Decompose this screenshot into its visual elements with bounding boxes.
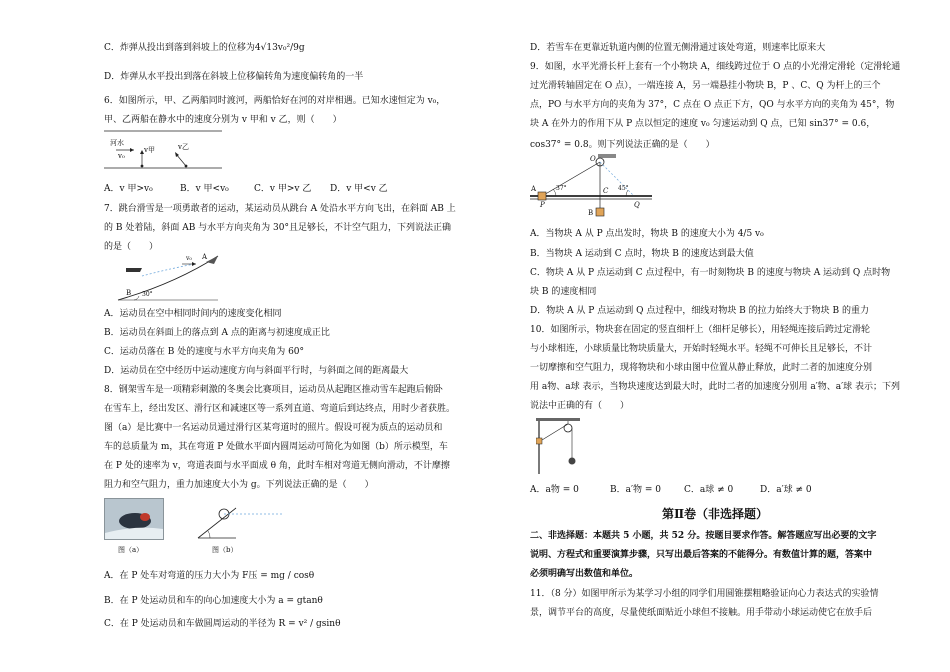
q9-label-q: Q [634,201,640,209]
q7-label-b: B [126,289,132,297]
q8-caption-b: 图（b） [212,546,238,554]
q10-stem-line1: 10．如图所示，物块套在固定的竖直细杆上（细杆足够长），用轻绳连接后跨过定滑轮 [530,325,870,335]
q6-river-figure [104,128,224,172]
q11-line1: 11．（8 分）如图甲所示为某学习小组的同学们用圆锥摆粗略验证向心力表达式的实验情 [530,589,879,599]
q10-pulley-figure [536,418,582,474]
q9-option-a: A．当物块 A 从 P 点出发时，物块 B 的速度大小为 4/5 v₀ [530,229,764,239]
q8-stem-line2: 在雪车上，经出发区、滑行区和减速区等一系列直道、弯道后到达终点，用时少者获胜。 [104,404,456,414]
part2-intro-line2: 说明、方程式和重要演算步骤，只写出最后答案的不能得分。有数值计算的题，答案中 [530,550,873,560]
q9-label-45: 45° [618,185,629,192]
q6-option-b: B．v 甲<v₀ [180,184,229,194]
q5-option-d: D．炸弹从水平投出到落在斜坡上位移偏转角为速度偏转角的一半 [104,72,364,82]
q8-option-d: D．若雪车在更靠近轨道内侧的位置无侧滑通过该处弯道，则速率比原来大 [530,43,826,53]
q7-label-angle: 30° [142,291,153,298]
q6-label-water: 河水 [110,139,124,147]
q9-stem-line1: 9．如图，水平光滑长杆上套有一个小物块 A，细线跨过位于 O 点的小光滑定滑轮（定滑轮通 [530,62,901,72]
q9-label-37: 37° [556,185,567,192]
q7-stem-line1: 7．跳台滑雪是一项勇敢者的运动，某运动员从跳台 A 处沿水平方向飞出，在斜面 AB 上 [104,204,456,214]
q6-stem-line1: 6．如图所示，甲、乙两船同时渡河，两船恰好在河的对岸相遇。已知水速恒定为 v₀， [104,96,446,106]
q10-stem-line3: 一切摩擦和空气阻力，现将物块和小球由图中位置从静止释放，此时二者的加速度分别 [530,363,873,373]
q6-option-d: D．v 甲<v 乙 [330,184,388,194]
q9-option-c-line2: 块 B 的速度相同 [530,287,597,297]
q9-label-p: P [540,201,545,209]
q5-option-c: C．炸弹从投出到落到斜坡上的位移为4√13v₀²/9g [104,43,305,53]
q10-option-c: C．a球 ≠ 0 [684,485,734,495]
q7-label-a: A [202,253,208,261]
q6-label-vyi: v乙 [178,143,189,151]
q9-stem-line5: cos37° = 0.8。则下列说法正确的是（ ） [530,140,715,150]
q9-label-c: C [603,187,609,195]
q8-stem-line4: 车的总质量为 m，其在弯道 P 处做水平面内圆周运动可简化为如图（b）所示模型，车 [104,442,448,452]
q6-option-c: C．v 甲>v 乙 [254,184,312,194]
q8-stem-line5: 在 P 处的速率为 v，弯道表面与水平面成 θ 角，此时车相对弯道无侧向滑动，不计摩擦 [104,461,450,471]
q9-stem-line4: 块 A 在外力的作用下从 P 点以恒定的速度 v₀ 匀速运动到 Q 点，已知 sin37° = 0.6， [530,119,876,129]
q7-option-b: B．运动员在斜面上的落点到 A 点的距离与初速度成正比 [104,328,330,338]
q8-option-b: B．在 P 处运动员和车的向心加速度大小为 a = gtanθ [104,596,323,606]
q9-label-b: B [588,209,594,217]
q9-label-o: O [590,155,596,163]
q8-caption-a: 图（a） [118,546,144,554]
q9-option-d: D．物块 A 从 P 点运动到 Q 点过程中，细线对物块 B 的拉力始终大于物块 B 的重力 [530,306,869,316]
part2-title: 第Ⅱ卷（非选择题） [661,507,769,521]
q8-stem-line1: 8．钢架雪车是一项精彩刺激的冬奥会比赛项目，运动员从起跑区推动雪车起跑后俯卧 [104,385,443,395]
q6-stem-line2: 甲、乙两船在静水中的速度分别为 v 甲和 v 乙，则（ ） [104,115,342,125]
q6-label-v0: v₀ [118,152,125,160]
part2-intro-line3: 必须明确写出数值和单位。 [530,569,639,579]
q9-label-a: A [531,185,537,193]
part2-intro-line1: 二、非选择题：本题共 5 小题，共 52 分。按题目要求作答。解答题应写出必要的文字 [530,531,877,541]
q10-stem-line5: 说法中正确的有（ ） [530,401,630,411]
q9-stem-line2: 过光滑转轴固定在 O 点），一端连接 A，另一端悬挂小物块 B，P 、C、Q 为杆上的三个 [530,81,881,91]
q7-option-c: C．运动员落在 B 处的速度与水平方向夹角为 60° [104,347,305,357]
q10-stem-line2: 与小球相连，小球质量比物块质量大，开始时轻绳水平。轻绳不可伸长且足够长，不计 [530,344,873,354]
q10-stem-line4: 用 a物、a球 表示，当物块速度达到最大时，此时二者的加速度分别用 a′物、a′球 表示；下列 [530,382,900,392]
q7-stem-line2: 的 B 处着陆，斜面 AB 与水平方向夹角为 30°且足够长，不计空气阻力，下列说法正确 [104,223,451,233]
q7-option-a: A．运动员在空中相同时间内的速度变化相同 [104,309,282,319]
q11-line2: 景，调节平台的高度，尽量使纸面贴近小球但不接触。用手带动小球运动使它在放手后 [530,608,873,618]
q9-option-b: B．当物块 A 运动到 C 点时，物块 B 的速度达到最大值 [530,249,754,259]
q9-pulley-figure [530,150,654,222]
q8-option-a: A．在 P 处车对弯道的压力大小为 F压 = mg / cosθ [104,571,315,581]
q8-option-c: C．在 P 处运动员和车做圆周运动的半径为 R = v² / gsinθ [104,619,341,629]
q6-option-a: A．v 甲>v₀ [104,184,153,194]
q7-label-v0: v₀ [186,255,192,262]
q9-option-c-line1: C．物块 A 从 P 点运动到 C 点过程中，有一时刻物块 B 的速度与物块 A 运动到 Q 点时物 [530,268,891,278]
q8-photo-a [104,498,164,540]
q7-stem-line3: 的是（ ） [104,242,159,252]
q8-diagram-b [196,500,286,540]
q7-ski-figure [114,252,224,304]
q10-option-d: D．a′球 ≠ 0 [760,485,812,495]
q10-option-b: B．a′物 = 0 [610,485,662,495]
q7-option-d: D．运动员在空中经历中运动速度方向与斜面平行时，与斜面之间的距离最大 [104,366,409,376]
q8-stem-line3: 图（a）是比赛中一名运动员通过滑行区某弯道时的照片。假设可视为质点的运动员和 [104,423,443,433]
q9-stem-line3: 点，PO 与水平方向的夹角为 37°，C 点在 O 点正下方，QO 与水平方向的夹角为 45°，物 [530,100,895,110]
q6-label-vjia: v甲 [144,146,155,154]
q8-stem-line6: 阻力和空气阻力，重力加速度大小为 g。下列说法正确的是（ ） [104,480,374,490]
q10-option-a: A．a物 = 0 [530,485,579,495]
